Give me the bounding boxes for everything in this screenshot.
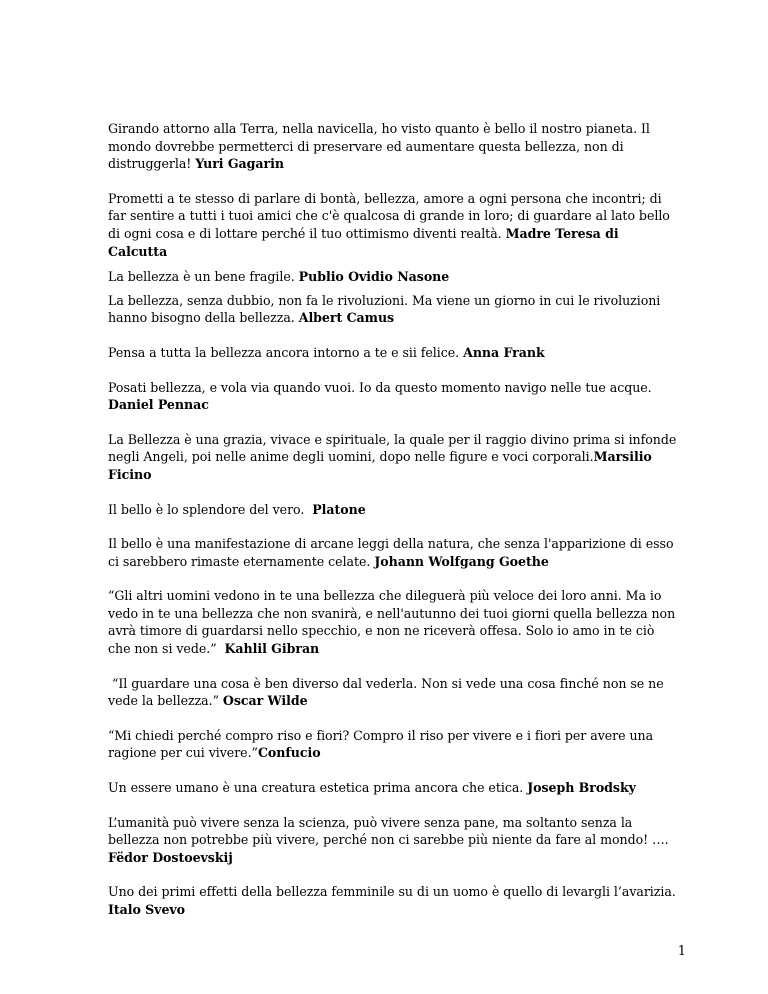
quote-brodsky [108, 779, 680, 797]
quote-author: Platone [312, 501, 366, 517]
quote-text: “Gli altri uomini vedono in te una bellezza che dileguerà più veloce dei loro anni. Ma io vedo in te una bellezza che non svanirà, e nell'autunno dei tuoi giorni quella bellezza non avrà timore di guardarsi nello specchio, e non ne riceverà offesa. Solo io amo in te ciò che non si vede.” [108, 588, 680, 657]
quote-author: Madre Teresa di Calcutta [108, 225, 619, 259]
quote-author: Albert Camus [298, 310, 395, 326]
quotes-body [108, 120, 680, 919]
quote-madre-teresa [108, 190, 680, 260]
quote-author: Johann Wolfgang Goethe [374, 553, 549, 569]
quote-gagarin [108, 120, 680, 173]
quote-text: Pensa a tutta la bellezza ancora intorno a te e sii felice. [108, 344, 464, 360]
quote-author: Marsilio Ficino [108, 449, 652, 482]
quote-author: Daniel Pennac [108, 397, 209, 413]
quote-text: Il bello è una manifestazione di arcane leggi della natura, che senza l'apparizione di esso ci sarebbero rimaste eternamente celate. [108, 536, 674, 569]
quote-camus [108, 292, 680, 327]
quote-text: Girando attorno alla Terra, nella navicella, ho visto quanto è bello il nostro pianeta. Il mondo dovrebbe permetterci di preservare ed aumentare questa bellezza, non di distruggerla! [108, 121, 650, 172]
quote-author: Kahlil Gibran [224, 641, 320, 657]
quote-text: La bellezza è un bene fragile. [108, 269, 299, 285]
quote-text: Il bello è lo splendore del vero. [108, 501, 313, 517]
quote-text: L’umanità può vivere senza la scienza, può vivere senza pane, ma soltanto senza la bellezza non potrebbe più vivere, perché non ci sarebbe più niente da fare al mondo! …. [108, 814, 669, 848]
quote-wilde [108, 675, 680, 710]
quote-gibran [108, 587, 680, 657]
quote-text: Posati bellezza, e vola via quando vuoi. Io da questo momento navigo nelle tue acque. [108, 379, 652, 395]
quote-author: Italo Svevo [108, 902, 186, 917]
quote-platone [108, 501, 680, 519]
quote-author: Publio Ovidio Nasone [298, 269, 450, 285]
quote-ovidio [108, 268, 680, 286]
quote-author: Fëdor Dostoevskij [108, 849, 233, 865]
quote-dostoevskij [108, 814, 680, 867]
quote-goethe [108, 535, 680, 570]
quote-text: Prometti a te stesso di parlare di bontà, bellezza, amore a ogni persona che incontri; di far sentire a tutti i tuoi amici che c'è qualcosa di grande in loro; di guardare al lato bello di ogni cosa e di lottare perché il tuo ottimismo diventi realtà. [108, 190, 670, 241]
quote-author: Joseph Brodsky [527, 780, 636, 796]
quote-text: “Il guardare una cosa è ben diverso dal vederla. Non si vede una cosa finché non se ne vede la bellezza.” [108, 675, 668, 709]
quote-author: Confucio [257, 745, 321, 761]
quote-text: La Bellezza è una grazia, vivace e spirituale, la quale per il raggio divino prima si infonde negli Angeli, poi nelle anime degli uomini, dopo nelle figure e voci corporali. [108, 431, 677, 465]
quote-author: Oscar Wilde [222, 693, 308, 709]
quote-pennac [108, 379, 680, 414]
quote-svevo [108, 883, 680, 918]
quote-author: Anna Frank [463, 344, 545, 360]
quote-anna-frank [108, 344, 680, 362]
quote-text: Uno dei primi effetti della bellezza femminile su di un uomo è quello di levargli l’avarizia. [108, 884, 676, 900]
page-number: 1 [677, 944, 686, 959]
quote-text: Un essere umano è una creatura estetica prima ancora che etica. [108, 780, 528, 796]
quote-text: “Mi chiedi perché compro riso e fiori? Compro il riso per vivere e i fiori per avere una ragione per cui vivere.” [108, 727, 654, 761]
quote-author: Yuri Gagarin [195, 156, 284, 172]
quote-confucio [108, 727, 680, 762]
quote-text: La bellezza, senza dubbio, non fa le rivoluzioni. Ma viene un giorno in cui le rivoluzioni hanno bisogno della bellezza. [108, 292, 661, 326]
quote-ficino [108, 431, 680, 484]
